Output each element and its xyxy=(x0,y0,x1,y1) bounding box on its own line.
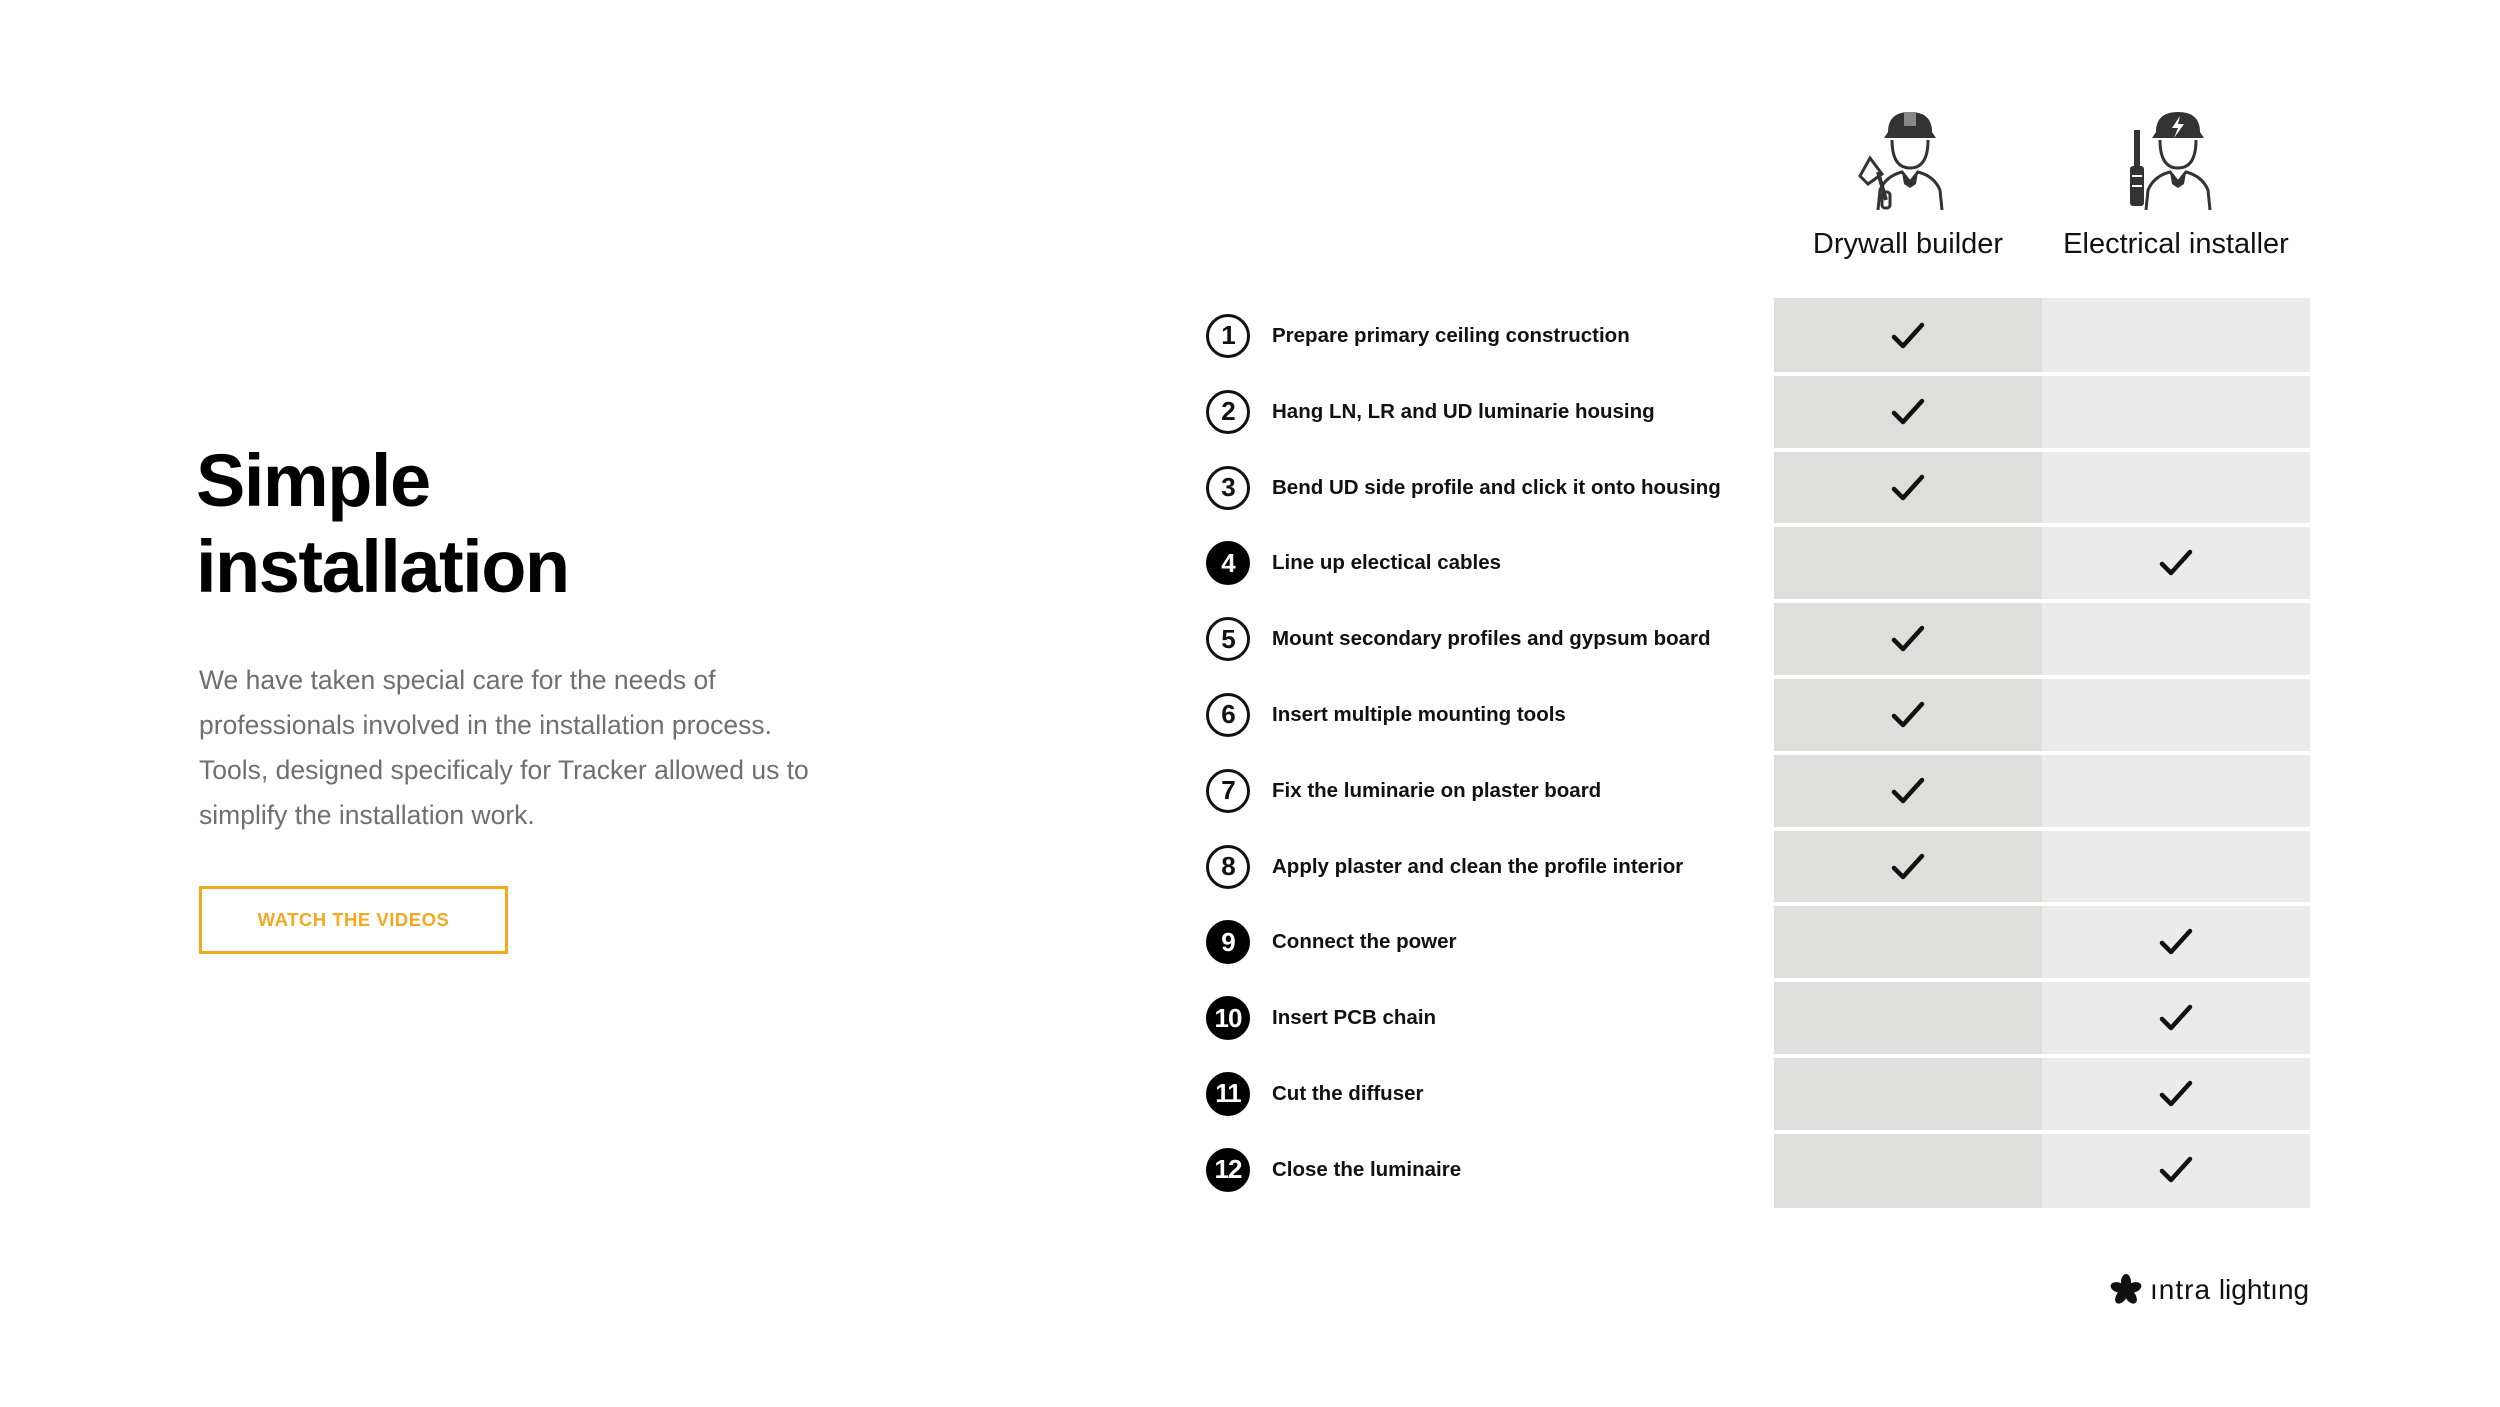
check-icon xyxy=(1891,776,1925,806)
table-row-separator xyxy=(1774,448,2310,452)
step-number-badge: 10 xyxy=(1206,996,1250,1040)
step-number-badge: 2 xyxy=(1206,390,1250,434)
step-row xyxy=(1206,386,1655,438)
step-number-badge: 9 xyxy=(1206,920,1250,964)
check-icon xyxy=(2159,927,2193,957)
column-header-electrical-installer xyxy=(2026,110,2326,261)
electrical-installer-icon xyxy=(2116,110,2236,210)
step-row xyxy=(1206,841,1683,893)
brand-logo xyxy=(2110,1274,2309,1306)
step-label: Fix the luminarie on plaster board xyxy=(1272,778,1602,802)
table-row-separator xyxy=(1774,827,2310,831)
step-label: Insert multiple mounting tools xyxy=(1272,702,1566,726)
step-number-badge: 3 xyxy=(1206,466,1250,510)
step-label: Bend UD side profile and click it onto housing xyxy=(1272,475,1721,499)
step-row xyxy=(1206,462,1721,514)
table-row-separator xyxy=(1774,978,2310,982)
check-icon xyxy=(1891,624,1925,654)
table-row-separator xyxy=(1774,523,2310,527)
step-row xyxy=(1206,537,1501,589)
check-icon xyxy=(1891,852,1925,882)
column-label-electrical-installer: Electrical installer xyxy=(2063,228,2289,260)
step-number-badge: 12 xyxy=(1206,1148,1250,1192)
step-label: Mount secondary profiles and gypsum board xyxy=(1272,627,1711,651)
check-icon xyxy=(1891,397,1925,427)
table-row-separator xyxy=(1774,1130,2310,1134)
role-table xyxy=(1774,298,2310,1208)
step-row xyxy=(1206,992,1436,1044)
step-number-badge: 4 xyxy=(1206,541,1250,585)
step-label: Connect the power xyxy=(1272,930,1457,954)
step-row xyxy=(1206,1068,1423,1120)
column-header-drywall-builder xyxy=(1758,110,2058,261)
step-label: Hang LN, LR and UD luminarie housing xyxy=(1272,399,1655,423)
step-number-badge: 6 xyxy=(1206,693,1250,737)
step-label: Close the luminaire xyxy=(1272,1157,1462,1181)
check-icon xyxy=(2159,1079,2193,1109)
step-row xyxy=(1206,1144,1461,1196)
logo-wordmark xyxy=(2150,1274,2309,1306)
step-row xyxy=(1206,765,1601,817)
table-row-separator xyxy=(1774,599,2310,603)
check-icon xyxy=(2159,1155,2193,1185)
step-label: Line up electical cables xyxy=(1272,551,1502,575)
intro-description: We have taken special care for the needs of professionals involved in the installation process. Tools, designed specificaly for Tracker allowed us to simplify the installation work. xyxy=(199,665,809,830)
table-row-separator xyxy=(1774,675,2310,679)
logo-word-intra: ıntra xyxy=(2150,1274,2212,1305)
step-label: Cut the diffuser xyxy=(1272,1081,1424,1105)
table-row-separator xyxy=(1774,1054,2310,1058)
step-label: Apply plaster and clean the profile interior xyxy=(1272,854,1684,878)
watch-videos-button[interactable]: WATCH THE VIDEOS xyxy=(199,886,508,954)
step-row xyxy=(1206,613,1711,665)
table-row-separator xyxy=(1774,751,2310,755)
check-icon xyxy=(1891,473,1925,503)
step-row xyxy=(1206,916,1457,968)
step-number-badge: 11 xyxy=(1206,1072,1250,1116)
check-icon xyxy=(2159,548,2193,578)
column-label-drywall-builder: Drywall builder xyxy=(1812,228,2004,260)
step-row xyxy=(1206,689,1566,741)
check-icon xyxy=(1891,321,1925,351)
page-title xyxy=(196,438,569,610)
table-row-separator xyxy=(1774,902,2310,906)
check-icon xyxy=(1891,700,1925,730)
step-label: Prepare primary ceiling construction xyxy=(1272,323,1630,347)
step-number-badge: 1 xyxy=(1206,314,1250,358)
step-number-badge: 8 xyxy=(1206,845,1250,889)
step-row xyxy=(1206,310,1630,362)
logo-word-lighting: lightıng xyxy=(2218,1274,2310,1305)
step-number-badge: 7 xyxy=(1206,769,1250,813)
table-row-separator xyxy=(1774,372,2310,376)
title-line-2: installation xyxy=(196,525,569,608)
step-number-badge: 5 xyxy=(1206,617,1250,661)
drywall-builder-icon xyxy=(1848,110,1968,210)
check-icon xyxy=(2159,1003,2193,1033)
title-line-1: Simple xyxy=(196,439,430,522)
step-label: Insert PCB chain xyxy=(1272,1006,1437,1030)
asterisk-logo-icon xyxy=(2110,1274,2142,1306)
